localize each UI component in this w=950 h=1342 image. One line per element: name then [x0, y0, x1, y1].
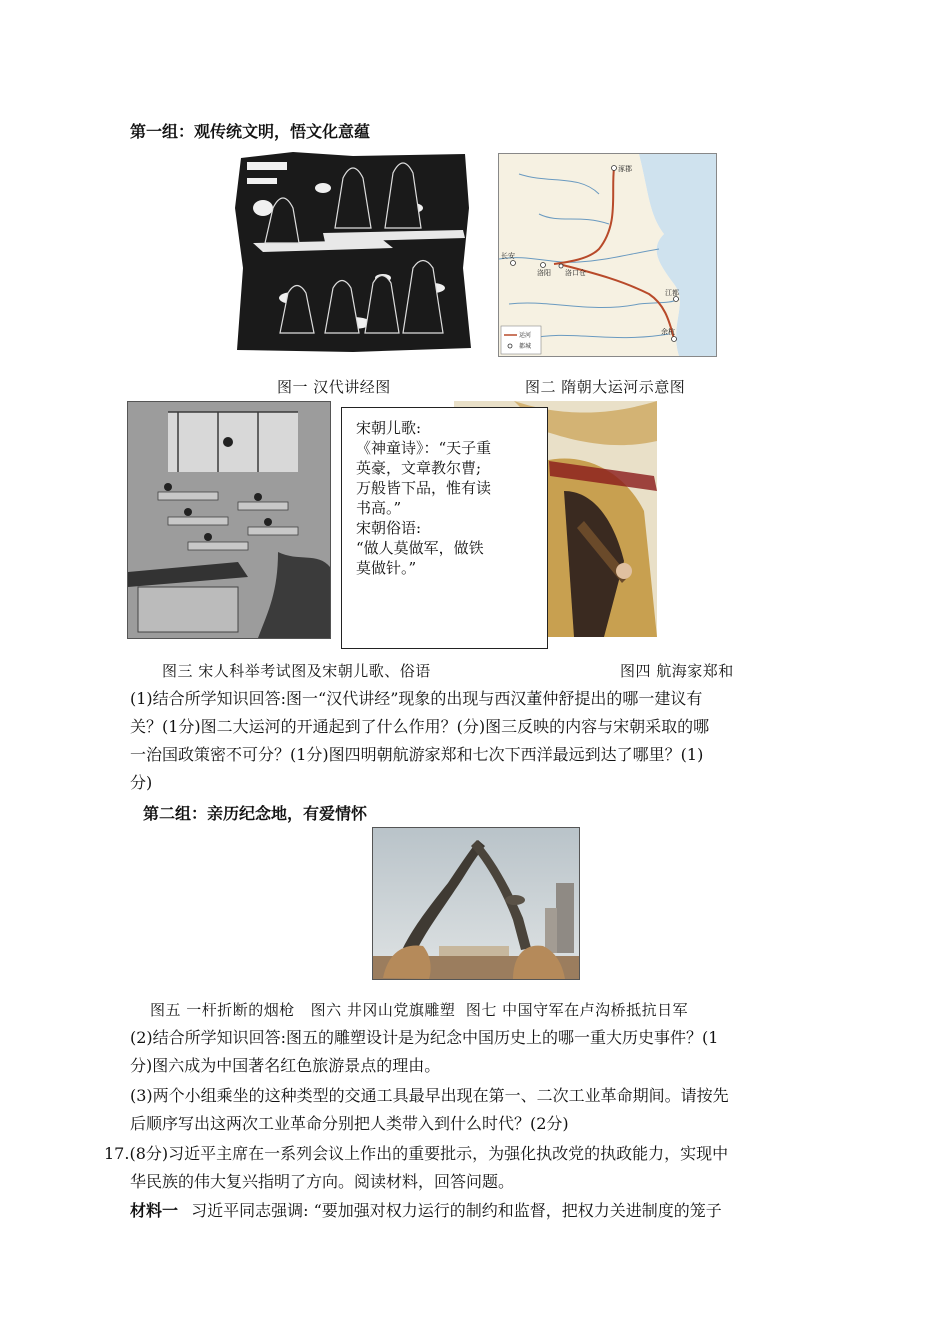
q1-line-1: (1)结合所学知识回答:图一“汉代讲经”现象的出现与西汉董仲舒提出的哪一建议有	[130, 689, 703, 708]
han-lecture-rubbing-image	[233, 148, 473, 356]
figure-grand-canal-map	[498, 153, 717, 357]
q1-line-2: 关？(1分)图二大运河的开通起到了什么作用？(分)图三反映的内容与宋朝采取的哪	[130, 717, 710, 736]
song-poem-box	[341, 407, 548, 649]
material1-line	[130, 1197, 722, 1225]
map-label-jiangdu: 江都	[665, 289, 679, 297]
map-label-yuhang: 余杭	[661, 328, 675, 336]
group2-heading: 第二组：亲历纪念地，有爱情怀	[143, 804, 368, 823]
caption-figure-1: 图一 汉代讲经图	[277, 378, 391, 396]
caption-figure-4: 图四 航海家郑和	[620, 662, 734, 680]
poem-line-8: 莫做针。”	[356, 559, 417, 577]
q2-line-1: (2)结合所学知识回答:图五的雕塑设计是为纪念中国历史上的哪一重大历史事件？(1	[130, 1028, 719, 1047]
map-label-luoyang: 洛阳	[537, 269, 551, 277]
poem-line-2: 《神童诗》：“天子重	[356, 439, 492, 457]
group1-heading: 第一组：观传统文明，悟文化意蕴	[130, 122, 371, 141]
material1-text: 习近平同志强调: “要加强对权力运行的制约和监督，把权力关进制度的笼子	[191, 1201, 722, 1220]
q3-line-1: (3)两个小组乘坐的这种类型的交通工具最早出现在第一、二次工业革命期间。请按先	[130, 1086, 729, 1105]
poem-line-7: “做人莫做军，做铁	[356, 539, 484, 557]
q17-line-1: 17.(8分)习近平主席在一系列会议上作出的重要批示，为强化执改党的执政能力，实现中	[104, 1144, 729, 1163]
q1-line-3: 一治国政策密不可分？(1分)图四明朝航游家郑和七次下西洋最远到达了哪里？(1)	[130, 745, 704, 764]
broken-pipe-sculpture-image	[373, 828, 579, 979]
legend-capital-label: 都城	[519, 343, 532, 350]
song-exam-image	[128, 402, 330, 638]
poem-line-3: 英豪，文章教尔曹;	[356, 459, 482, 477]
legend-canal-label: 运河	[519, 332, 532, 339]
q2-line-2: 分)图六成为中国著名红色旅游景点的理由。	[130, 1056, 441, 1075]
caption-figure-2: 图二 隋朝大运河示意图	[525, 378, 686, 396]
caption-figures-5-7: 图五 一杆折断的烟枪 图六 井冈山党旗雕塑 图七 中国守军在卢沟桥抵抗日军	[150, 1001, 689, 1019]
q17-line-2: 华民族的伟大复兴指明了方向。阅读材料，回答问题。	[130, 1172, 515, 1191]
map-label-luokoucang: 洛口仓	[565, 269, 586, 277]
material1-label: 材料一	[130, 1201, 179, 1220]
map-legend	[501, 326, 541, 354]
q1-line-4: 分)	[130, 773, 153, 792]
map-label-changan: 长安	[501, 252, 515, 260]
poem-line-6: 宋朝俗语:	[356, 519, 422, 537]
figure-broken-pipe-sculpture	[372, 827, 580, 980]
poem-line-4: 万般皆下品，惟有读	[356, 479, 492, 497]
grand-canal-map	[499, 154, 716, 356]
q3-line-2: 后顺序写出这两次工业革命分别把人类带入到什么时代？(2分)	[130, 1114, 569, 1133]
caption-figure-3: 图三 宋人科举考试图及宋朝儿歌、俗语	[162, 662, 431, 680]
map-label-zhuojun: 涿郡	[618, 165, 632, 173]
figure-song-exam-painting	[127, 401, 331, 639]
figure-han-lecture	[233, 148, 473, 356]
poem-line-1: 宋朝儿歌:	[356, 419, 422, 437]
poem-line-5: 书高。”	[356, 499, 402, 517]
